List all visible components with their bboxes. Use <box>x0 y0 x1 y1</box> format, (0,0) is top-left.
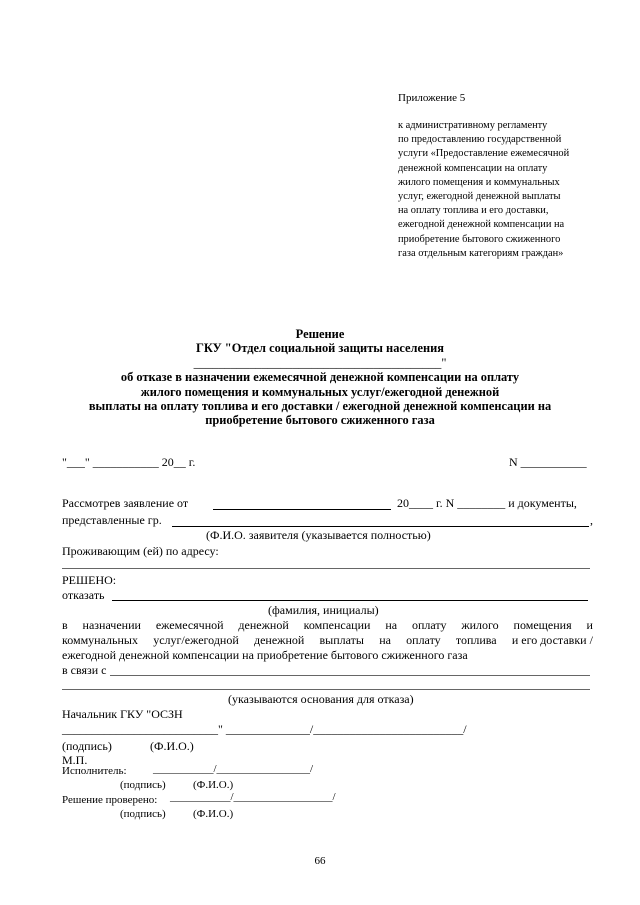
appendix-line: к административному регламенту <box>398 120 548 131</box>
appendix-line: на оплату топлива и его доставки, <box>398 205 549 217</box>
submitted-end: , <box>590 513 593 527</box>
page-number: 66 <box>314 855 326 867</box>
executor-fio-label: (Ф.И.О.) <box>193 779 234 791</box>
checked-line: ___________/__________________/ <box>170 791 336 803</box>
date-field: "___" ___________ 20__ г. <box>62 455 196 469</box>
subject-line: об отказе в назначении ежемесячной денежной компенсации на оплату <box>120 370 520 385</box>
stamp-label: М.П. <box>62 753 88 767</box>
appendix-line: услуги «Предоставление ежемесячной <box>398 148 570 160</box>
head-sign-line: __________________________" ______________/_________________________/ <box>62 722 467 736</box>
appendix-line: газа отдельным категориям граждан» <box>398 247 564 259</box>
checked-fio-label: (Ф.И.О.) <box>193 808 234 820</box>
reason-line <box>110 675 590 676</box>
executor-line: ___________/_________________/ <box>153 763 314 775</box>
head-fio-label: (Ф.И.О.) <box>150 739 194 753</box>
submitted-label: представленные гр. <box>62 513 162 527</box>
paragraph-line: в назначении ежемесячной денежной компенсации на оплату жилого помещения и <box>62 618 593 632</box>
considered-year: 20____ г. N ________ и документы, <box>397 496 577 510</box>
because-label: в связи с <box>62 663 107 677</box>
appendix-line: приобретение бытового сжиженного <box>398 233 561 245</box>
appendix-text <box>398 119 569 261</box>
considered-label: Рассмотрев заявление от <box>62 496 189 510</box>
subject-line: приобретение бытового сжиженного газа <box>205 413 435 428</box>
paragraph-line: коммунальных услуг/ежегодной денежной выплаты на оплату топлива и его доставки / <box>62 633 593 647</box>
application-date-line <box>213 509 391 510</box>
residing-label: Проживающим (ей) по адресу: <box>62 544 219 558</box>
address-line <box>62 568 590 569</box>
number-field: N ___________ <box>509 455 587 469</box>
appendix-line: по предоставлению государственной <box>398 134 562 146</box>
decided-label: РЕШЕНО: <box>62 573 117 587</box>
executor-label: Исполнитель: <box>62 765 127 777</box>
head-title: Начальник ГКУ "ОСЗН <box>62 707 183 721</box>
checked-sign-label: (подпись) <box>120 808 166 820</box>
head-sign-label: (подпись) <box>62 739 112 753</box>
person-name-line <box>112 600 588 601</box>
appendix-line: ежегодной денежной компенсации на <box>398 219 565 231</box>
applicant-name-line <box>172 526 589 527</box>
refuse-label: отказать <box>62 588 105 602</box>
executor-sign-label: (подпись) <box>120 779 166 791</box>
fio-hint: (Ф.И.О. заявителя (указывается полностью) <box>206 528 431 542</box>
appendix-line: жилого помещения и коммунальных <box>398 176 560 188</box>
name-hint: (фамилия, инициалы) <box>268 603 379 617</box>
reason-line-2 <box>62 689 590 690</box>
appendix-title: Приложение 5 <box>398 92 466 104</box>
subject-line: жилого помещения и коммунальных услуг/ежегодной денежной <box>140 384 500 399</box>
decision-heading: Решение <box>295 327 345 341</box>
decision-title <box>0 327 640 428</box>
appendix-line: услуг, ежегодной денежной выплаты <box>398 191 561 203</box>
subject-line: выплаты на оплату топлива и его доставки / ежегодной денежной компенсации на <box>88 399 552 414</box>
checked-label: Решение проверено: <box>62 794 158 806</box>
org-blank: ________________________________________" <box>193 355 447 370</box>
reason-hint: (указываются основания для отказа) <box>228 692 414 706</box>
appendix-line: денежной компенсации на оплату <box>398 162 548 174</box>
org-line: ГКУ "Отдел социальной защиты населения <box>196 341 444 356</box>
paragraph-last-line: ежегодной денежной компенсации на приобретение бытового сжиженного газа <box>62 648 468 662</box>
